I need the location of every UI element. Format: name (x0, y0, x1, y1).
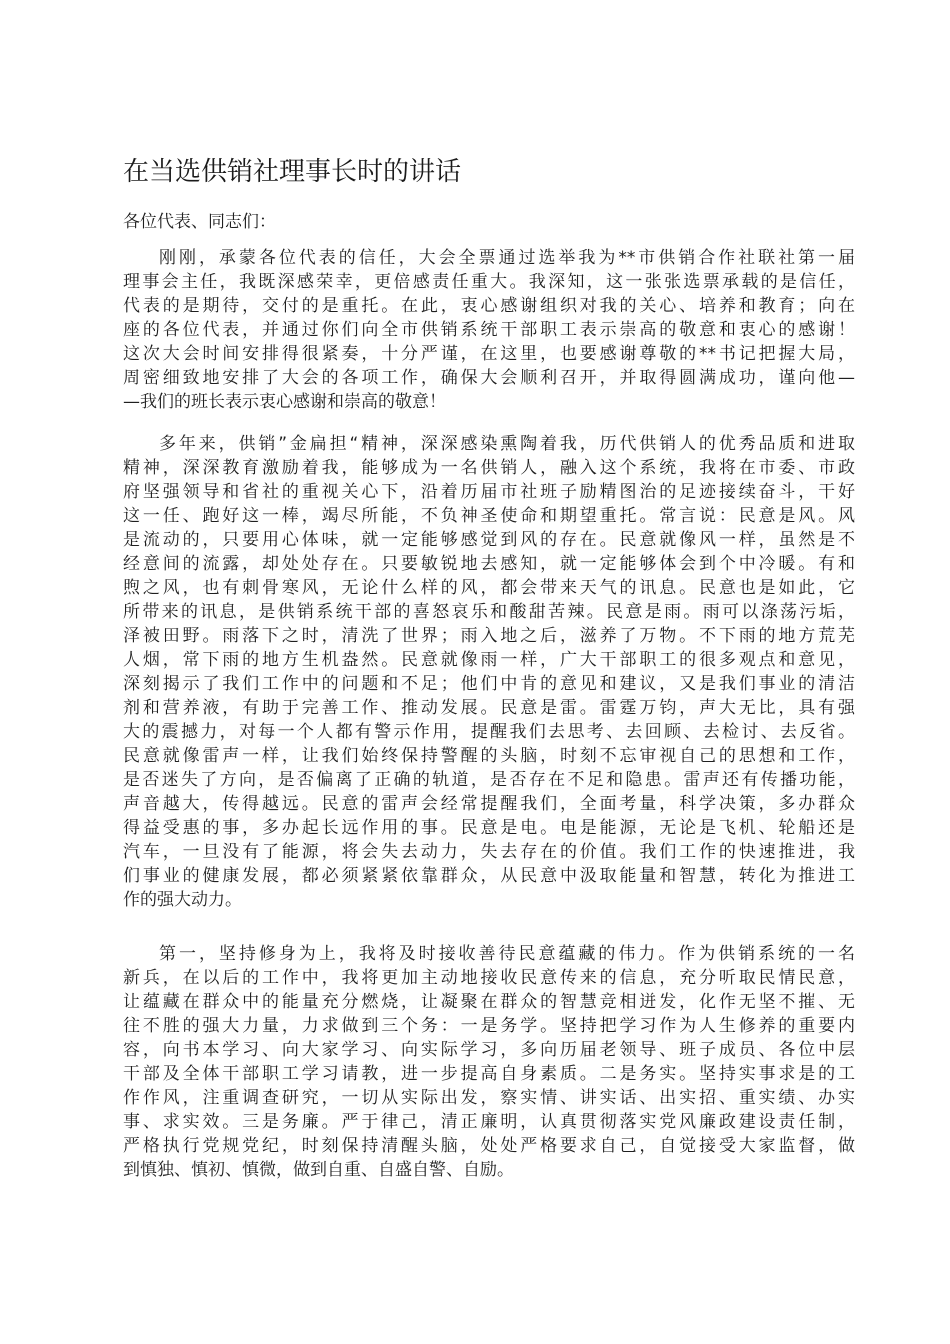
paragraph-line: 所带来的讯息，是供销系统干部的喜怒哀乐和酸甜苦辣。民意是雨。雨可以涤荡污垢， (123, 602, 855, 622)
paragraph-line: 声音越大，传得越远。民意的雷声会经常提醒我们，全面考量，科学决策，多办群众 (123, 794, 855, 814)
paragraph-line: 大的震撼力，对每一个人都有警示作用，提醒我们去思考、去回顾、去检讨、去反省。 (123, 722, 855, 742)
paragraph-line: 让蕴藏在群众中的能量充分燃烧，让凝聚在群众的智慧竞相迸发，化作无坚不摧、无 (123, 992, 855, 1012)
document-title: 在当选供销社理事长时的讲话 (123, 157, 462, 187)
paragraph-line: 这一任、跑好这一棒，竭尽所能，不负神圣使命和期望重托。常言说：民意是风。风 (123, 506, 855, 526)
paragraph-line: 民意就像雷声一样，让我们始终保持警醒的头脑，时刻不忘审视自己的思想和工作， (123, 746, 855, 766)
paragraph-line: 刚刚，承蒙各位代表的信任，大会全票通过选举我为**市供销合作社联社第一届 (159, 248, 855, 268)
paragraph-line: 深刻揭示了我们工作中的问题和不足；他们中肯的意见和建议，又是我们事业的清洁 (123, 674, 855, 694)
paragraph-line: 得益受惠的事，多办起长远作用的事。民意是电。电是能源，无论是飞机、轮船还是 (123, 818, 855, 838)
paragraph-line: 作的强大动力。 (123, 890, 242, 910)
paragraph-line: 经意间的流露，却处处存在。只要敏锐地去感知，就一定能够体会到个中冷暖。有和 (123, 554, 855, 574)
salutation: 各位代表、同志们： (123, 212, 276, 232)
paragraph-line: 座的各位代表，并通过你们向全市供销系统干部职工表示崇高的敬意和衷心的感谢！ (123, 320, 855, 340)
paragraph-line: 们事业的健康发展，都必须紧紧依靠群众，从民意中汲取能量和智慧，转化为推进工 (123, 866, 855, 886)
paragraph-line: 往不胜的强大力量，力求做到三个务：一是务学。坚持把学习作为人生修养的重要内 (123, 1016, 855, 1036)
paragraph-line: 新兵，在以后的工作中，我将更加主动地接收民意传来的信息，充分听取民情民意， (123, 968, 855, 988)
paragraph-line: 煦之风，也有刺骨寒风，无论什么样的风，都会带来天气的讯息。民意也是如此，它 (123, 578, 855, 598)
paragraph-line: 是否迷失了方向，是否偏离了正确的轨道，是否存在不足和隐患。雷声还有传播功能， (123, 770, 855, 790)
paragraph-line: 严格执行党规党纪，时刻保持清醒头脑，处处严格要求自己，自觉接受大家监督，做 (123, 1136, 855, 1156)
paragraph-line: 代表的是期待，交付的是重托。在此，衷心感谢组织对我的关心、培养和教育；向在 (123, 296, 855, 316)
paragraph-line: 人烟，常下雨的地方生机盎然。民意就像雨一样，广大干部职工的很多观点和意见， (123, 650, 855, 670)
paragraph-line: 府坚强领导和省社的重视关心下，沿着历届市社班子励精图治的足迹接续奋斗，干好 (123, 482, 855, 502)
paragraph-line: 干部及全体干部职工学习请教，进一步提高自身素质。二是务实。坚持实事求是的工 (123, 1064, 855, 1084)
paragraph-line: 第一，坚持修身为上，我将及时接收善待民意蕴藏的伟力。作为供销系统的一名 (159, 944, 855, 964)
paragraph-line: 泽被田野。雨落下之时，清洗了世界；雨入地之后，滋养了万物。不下雨的地方荒芜 (123, 626, 855, 646)
paragraph-line: 到慎独、慎初、慎微，做到自重、自盛自警、自励。 (123, 1160, 514, 1180)
paragraph-3 (123, 942, 855, 1182)
paragraph-line: 事、求实效。三是务廉。严于律己，清正廉明，认真贯彻落实党风廉政建设责任制， (123, 1112, 855, 1132)
paragraph-line: 容，向书本学习、向大家学习、向实际学习，多向历届老领导、班子成员、各位中层 (123, 1040, 855, 1060)
paragraph-line: 汽车，一旦没有了能源，将会失去动力，失去存在的价值。我们工作的快速推进，我 (123, 842, 855, 862)
paragraph-line: 精神，深深教育激励着我，能够成为一名供销人，融入这个系统，我将在市委、市政 (123, 458, 855, 478)
paragraph-2 (123, 432, 855, 912)
paragraph-line: 剂和营养液，有助于完善工作、推动发展。民意是雷。雷霆万钧，声大无比，具有强 (123, 698, 855, 718)
paragraph-line: 理事会主任，我既深感荣幸，更倍感责任重大。我深知，这一张张选票承载的是信任， (123, 272, 855, 292)
paragraph-line: —我们的班长表示衷心感谢和崇高的敬意！ (123, 392, 446, 412)
paragraph-line: 是流动的，只要用心体味，就一定能够感觉到风的存在。民意就像风一样，虽然是不 (123, 530, 855, 550)
paragraph-line: 多年来，供销”金扁担“精神，深深感染熏陶着我，历代供销人的优秀品质和进取 (159, 434, 855, 454)
paragraph-line: 这次大会时间安排得很紧奏，十分严谨，在这里，也要感谢尊敬的**书记把握大局， (123, 344, 855, 364)
paragraph-1 (123, 246, 855, 414)
paragraph-line: 作作风，注重调查研究，一切从实际出发，察实情、讲实话、出实招、重实绩、办实 (123, 1088, 855, 1108)
paragraph-line: 周密细致地安排了大会的各项工作，确保大会顺利召开，并取得圆满成功，谨向他— (123, 368, 855, 388)
